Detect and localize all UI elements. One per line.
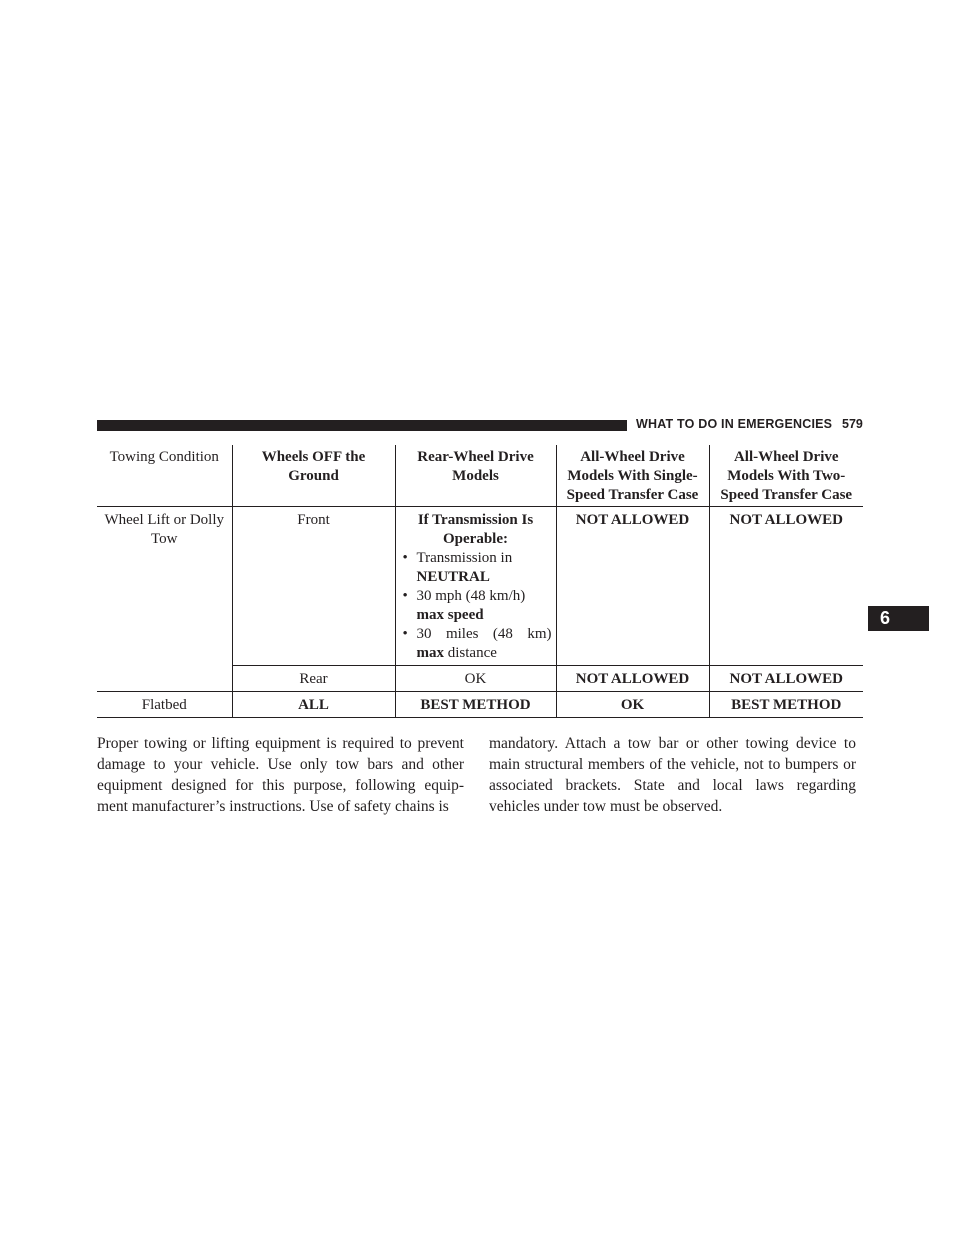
cell-awd-two-front: NOT ALLOWED bbox=[709, 507, 863, 666]
header-awd-single: All-Wheel Drive Models With Single-Speed Transfer Case bbox=[556, 445, 709, 507]
cell-wheels-rear: Rear bbox=[232, 666, 395, 692]
header-towing-condition: Towing Condition bbox=[97, 445, 232, 507]
list-item bbox=[400, 625, 552, 663]
cell-awd-single-rear: NOT ALLOWED bbox=[556, 666, 709, 692]
cell-rwd-front bbox=[395, 507, 556, 666]
header-wheels-off: Wheels OFF the Ground bbox=[232, 445, 395, 507]
body-paragraph-left: Proper towing or lifting equipment is required to prevent damage to your vehicle. Use only tow bars and other equipment designed for this purpose, following equip-ment manufacturer’s instructions. Use of safety chains is bbox=[97, 735, 464, 815]
page-number: 579 bbox=[842, 417, 863, 431]
cell-awd-two-flatbed: BEST METHOD bbox=[709, 692, 863, 718]
header-awd-two: All-Wheel Drive Models With Two-Speed Transfer Case bbox=[709, 445, 863, 507]
cell-condition-wheel-lift: Wheel Lift or Dolly Tow bbox=[97, 507, 232, 692]
table-row bbox=[97, 692, 863, 718]
cell-wheels-front: Front bbox=[232, 507, 395, 666]
header-rule bbox=[97, 420, 627, 431]
list-item bbox=[400, 549, 552, 587]
bullet-text: Transmission in bbox=[416, 550, 513, 566]
chapter-tab[interactable]: 6 bbox=[868, 606, 929, 631]
header-rwd: Rear-Wheel Drive Models bbox=[395, 445, 556, 507]
cell-wheels-all: ALL bbox=[232, 692, 395, 718]
rwd-front-list bbox=[400, 549, 552, 663]
cell-awd-single-front: NOT ALLOWED bbox=[556, 507, 709, 666]
section-title: WHAT TO DO IN EMERGENCIES bbox=[636, 417, 833, 431]
cell-rwd-rear: OK bbox=[395, 666, 556, 692]
towing-table bbox=[97, 445, 863, 718]
table-row bbox=[97, 507, 863, 666]
cell-condition-flatbed: Flatbed bbox=[97, 692, 232, 718]
list-item bbox=[400, 587, 552, 625]
bullet-text: distance bbox=[444, 645, 497, 661]
bullet-text: • 30 miles (48 km) bbox=[416, 626, 552, 642]
bullet-text: 30 mph (48 km/h) bbox=[416, 588, 526, 604]
body-paragraph-right: mandatory. Attach a tow bar or other towing device to main structural members of the vehicle, not to bumpers or associated brackets. State and local laws regarding vehicles under tow must be observed. bbox=[489, 735, 856, 815]
bullet-text-bold: max bbox=[416, 645, 444, 661]
bullet-text-bold: max speed bbox=[416, 607, 484, 623]
rwd-front-heading: If Transmission Is Operable: bbox=[417, 512, 534, 547]
cell-awd-two-rear: NOT ALLOWED bbox=[709, 666, 863, 692]
cell-rwd-flatbed: BEST METHOD bbox=[395, 692, 556, 718]
bullet-text-bold: NEUTRAL bbox=[416, 569, 490, 585]
cell-awd-single-flatbed: OK bbox=[556, 692, 709, 718]
table-header-row bbox=[97, 445, 863, 507]
